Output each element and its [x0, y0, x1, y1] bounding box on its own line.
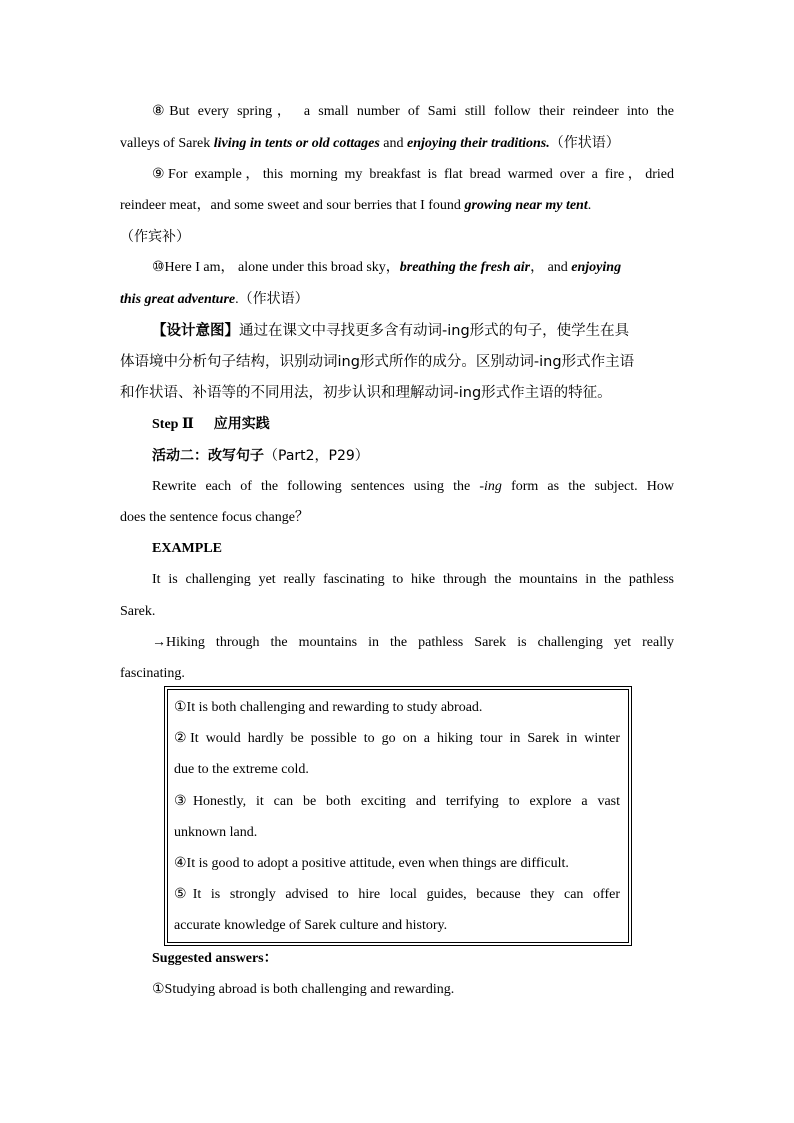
design-intent-line-2: 体语境中分析句子结构，识别动词ing形式所作的成分。区别动词-ing形式作主语 — [120, 354, 635, 370]
step-label: Step Ⅱ — [152, 417, 194, 432]
example-original-line-1: It is challenging yet really fascinating to hike through the mountains in the pathless — [152, 572, 674, 587]
ing-term: -ing — [479, 479, 502, 494]
activity-title: 活动二：改写句子 — [152, 448, 264, 464]
instructions-line-1 — [152, 477, 674, 497]
text-run: .（作状语） — [235, 292, 309, 307]
text-run: form as the subject. How — [501, 479, 674, 494]
highlighted-phrase: living in tents or old cottages — [213, 136, 380, 151]
example-sentence-9-line-1: ⑨For example，this morning my breakfast is flat bread warmed over a fire，dried — [152, 167, 674, 182]
text-run: Rewrite each of the following sentences using the — [152, 479, 480, 494]
highlighted-phrase: this great adventure — [120, 292, 236, 307]
grammar-note: （作状语） — [549, 135, 620, 151]
text-run: and — [379, 136, 407, 151]
design-intent-line-1 — [152, 321, 674, 341]
highlighted-phrase: enjoying their traditions. — [407, 136, 550, 151]
example-sentence-10-line-1 — [152, 258, 674, 278]
step-heading — [152, 414, 674, 435]
exercise-3-line-1: ③Honestly, it can be both exciting and terrifying to explore a vast — [174, 794, 620, 809]
example-heading: EXAMPLE — [152, 541, 222, 556]
text-run: reindeer meat，and some sweet and sour berries that I found — [120, 198, 465, 213]
instructions-line-2: does the sentence focus change？ — [120, 510, 309, 525]
text-run: . — [587, 198, 592, 213]
example-sentence-8-line-1: ⑧But every spring， a small number of Sami still follow their reindeer into the — [152, 104, 674, 119]
exercise-2-line-2: due to the extreme cold. — [174, 762, 309, 777]
highlighted-phrase: growing near my tent — [464, 198, 588, 213]
exercise-box — [167, 689, 629, 943]
design-intent-line-3: 和作状语、补语等的不同用法，初步认识和理解动词-ing形式作主语的特征。 — [120, 385, 612, 401]
example-sentence-9-line-2 — [120, 196, 674, 216]
exercise-2-line-1: ②It would hardly be possible to go on a hiking tour in Sarek in winter — [174, 731, 620, 746]
exercise-5-line-1: ⑤It is strongly advised to hire local guides, because they can offer — [174, 887, 620, 902]
design-intent-label: 【设计意图】 — [152, 323, 239, 339]
exercise-3-line-2: unknown land. — [174, 825, 258, 840]
example-original-line-2: Sarek. — [120, 604, 156, 619]
step-title: 应用实践 — [213, 416, 270, 432]
activity-reference: （Part2，P29） — [264, 448, 369, 464]
answers-heading: Suggested answers： — [152, 951, 278, 966]
example-sentence-8-line-2 — [120, 133, 674, 154]
text-run: 通过在课文中寻找更多含有动词-ing形式的句子，使学生在具 — [239, 323, 630, 339]
text-run: ⑩Here I am， alone under this broad sky， — [152, 260, 400, 275]
example-sentence-9-note: （作宾补） — [120, 229, 190, 245]
text-run: ， and — [530, 260, 572, 275]
exercise-1: ①It is both challenging and rewarding to study abroad. — [174, 700, 483, 715]
example-rewrite-line-1: →Hiking through the mountains in the pathless Sarek is challenging yet really — [152, 635, 674, 650]
example-rewrite-line-2: fascinating. — [120, 666, 185, 681]
answer-1: ①Studying abroad is both challenging and rewarding. — [152, 982, 455, 997]
exercise-4: ④It is good to adopt a positive attitude, even when things are difficult. — [174, 856, 569, 871]
highlighted-phrase: breathing the fresh air — [399, 260, 531, 275]
example-sentence-10-line-2 — [120, 290, 674, 310]
exercise-5-line-2: accurate knowledge of Sarek culture and history. — [174, 918, 448, 933]
text-run: valleys of Sarek — [120, 136, 214, 151]
highlighted-phrase: enjoying — [571, 260, 622, 275]
activity-heading — [152, 446, 674, 466]
